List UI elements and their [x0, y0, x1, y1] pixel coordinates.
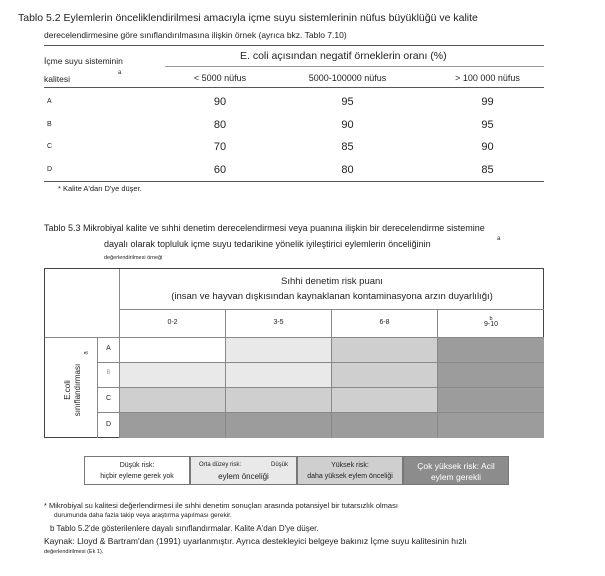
table52-top-rule: [44, 45, 544, 46]
side-label-line2: sınıflandırması: [73, 363, 82, 417]
matrix-cell-d-2: [225, 412, 331, 438]
grade-b: B: [97, 362, 119, 387]
table52-colgroup-rule: [165, 66, 544, 67]
grade-a: A: [97, 337, 119, 362]
score-col-6-8: 6-8: [331, 309, 437, 337]
table52-title: Tablo 5.2 Eylemlerin önceliklendirilmesi amacıyla içme suyu sistemlerinin nüfus büyüklüğü ve kalite: [18, 12, 478, 24]
table53-title-line2: dayalı olarak topluluk içme suyu tedarikine yönelik iyileştirici eylemlerin önceliğinin: [104, 239, 431, 249]
table52-cell-b3: 95: [481, 119, 494, 131]
note-2: b Tablo 5.2'de gösterilenlere dayalı sınıflandırmalar. Kalite A'dan D'ye düşer.: [50, 524, 319, 533]
table53-title-line1: Tablo 5.3 Mikrobiyal kalite ve sıhhi denetim derecelendirmesi veya puanına ilişkin bir derecelendirme sistemine: [44, 223, 485, 233]
table52-cell-c2: 85: [341, 141, 354, 153]
legend-low-risk: Düşük risk: hiçbir eyleme gerek yok: [84, 456, 190, 485]
risk-matrix: [44, 268, 544, 438]
legend-very-high-risk: Çok yüksek risk: Acil eylem gerekli: [403, 456, 509, 485]
risk-header-line2: (insan ve hayvan dışkısından kaynaklanan kontaminasyona arzın duyarlılığı): [171, 291, 493, 302]
matrix-cell-d-3: [331, 412, 437, 438]
matrix-cell-b-3: [331, 362, 437, 387]
table52-colgroup: E. coli açısından negatif örneklerin oranı (%): [240, 50, 447, 62]
matrix-cell-c-1: [119, 387, 225, 412]
matrix-cell-c-2: [225, 387, 331, 412]
risk-header-line1: Sıhhi denetim risk puanı: [281, 276, 383, 287]
table52-rowhead-line2: kalitesi: [44, 74, 70, 84]
side-label: [63, 340, 83, 440]
table52-cell-c1: 70: [213, 141, 227, 153]
legend-high-risk: Yüksek risk: daha yüksek eylem önceliği: [297, 456, 403, 485]
score-col-3-5: 3-5: [225, 309, 331, 337]
matrix-cell-a-4: [437, 337, 544, 362]
table52-row-b-grade: B: [47, 121, 52, 128]
note-1a: * Mikrobiyal su kalitesi değerlendirmesi ile sıhhi denetim sonuçları arasında potansiyel bir tutarsızlık olması: [44, 501, 398, 510]
table52-rowhead-sup: a: [118, 70, 122, 76]
table52-row-c-grade: C: [47, 143, 53, 150]
score-col-0-2: 0-2: [119, 309, 225, 337]
score-col-sup: b: [489, 316, 493, 322]
matrix-cell-a-2: [225, 337, 331, 362]
table52-cell-d3: 85: [481, 164, 494, 176]
matrix-cell-c-3: [331, 387, 437, 412]
table53-title-line3: değerlendirilmesi örneği: [104, 255, 163, 261]
table52-col-2: 5000-100000 nüfus: [308, 73, 387, 83]
table52-bottom-rule: [44, 181, 544, 182]
table52-footnote: * Kalite A'dan D'ye düşer.: [58, 184, 142, 193]
grade-c: C: [97, 387, 119, 412]
table52-cell-d2: 80: [341, 164, 354, 176]
risk-header: [119, 269, 544, 309]
table52-cell-a1: 90: [213, 96, 227, 108]
side-label-line1: E.coli: [63, 380, 72, 400]
matrix-cell-b-2: [225, 362, 331, 387]
table52-cell-c3: 90: [481, 141, 494, 153]
table52-cell-b2: 90: [341, 119, 354, 131]
source-line1: Kaynak: Lloyd & Bartram'dan (1991) uyarlanmıştır. Ayrıca destekleyici belgeye bakınız İçme suyu kalitesinin hızlı: [44, 536, 467, 546]
table52-cell-a3: 99: [481, 96, 494, 108]
table52-cell-b1: 80: [213, 119, 227, 131]
table52-col-1: < 5000 nüfus: [193, 73, 247, 83]
grade-d: D: [97, 412, 119, 438]
table52-col-3: > 100 000 nüfus: [455, 73, 520, 83]
matrix-cell-d-4: [437, 412, 544, 438]
matrix-cell-a-3: [331, 337, 437, 362]
side-label-sup: a: [83, 351, 90, 355]
table52-header-rule: [44, 87, 544, 88]
score-col-9-10: b 9-10: [437, 309, 544, 337]
table52-cell-d1: 60: [213, 164, 227, 176]
table52-row-d-grade: D: [47, 166, 53, 173]
table52-subtitle: derecelendirmesine göre sınıflandırılmasına ilişkin örnek (ayrıca bkz. Tablo 7.10): [44, 30, 347, 40]
legend-medium-risk: Orta düzey risk: Düşük eylem önceliği: [190, 456, 297, 485]
matrix-cell-b-1: [119, 362, 225, 387]
table52-row-a-grade: A: [47, 98, 52, 105]
matrix-cell-b-4: [437, 362, 544, 387]
table52-cell-a2: 95: [341, 96, 354, 108]
table53-title-sup: a: [497, 236, 501, 242]
matrix-cell-c-4: [437, 387, 544, 412]
matrix-cell-a-1: [119, 337, 225, 362]
table52-rowhead-line1: İçme suyu sisteminin: [44, 56, 123, 66]
side-label-cell: [45, 337, 97, 438]
source-line2: değerlendirilmesi (Ek 1).: [44, 549, 104, 555]
note-1b: durumunda daha fazla takip veya araştırma yapılması gerekir.: [54, 512, 232, 519]
matrix-cell-d-1: [119, 412, 225, 438]
